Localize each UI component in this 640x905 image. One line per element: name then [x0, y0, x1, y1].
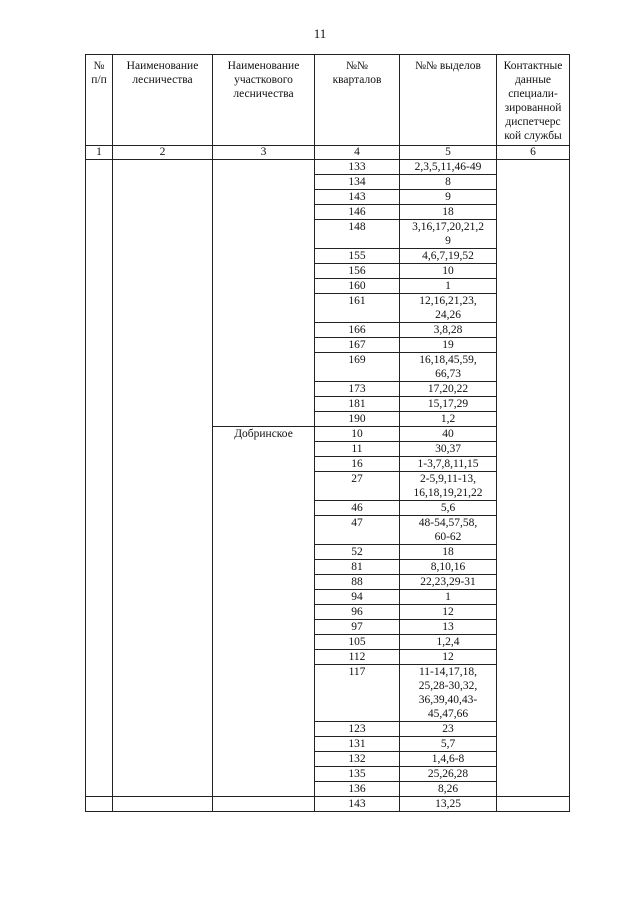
cell-quarter: 169: [315, 353, 400, 382]
cell-plots: 1: [400, 279, 497, 294]
cell-num: [86, 797, 113, 812]
cell-quarter: 105: [315, 635, 400, 650]
cell-district-forestry: Добринское: [213, 427, 315, 797]
cell-quarter: 11: [315, 442, 400, 457]
cell-quarter: 81: [315, 560, 400, 575]
cell-plots: 1,2: [400, 412, 497, 427]
cell-contacts: [497, 797, 570, 812]
forestry-table: [85, 54, 570, 812]
cell-plots: 16,18,45,59, 66,73: [400, 353, 497, 382]
cell-plots: 1-3,7,8,11,15: [400, 457, 497, 472]
cell-quarter: 88: [315, 575, 400, 590]
cell-quarter: 160: [315, 279, 400, 294]
cell-plots: 5,7: [400, 737, 497, 752]
cell-quarter: 52: [315, 545, 400, 560]
cell-quarter: 123: [315, 722, 400, 737]
cell-quarter: 27: [315, 472, 400, 501]
cell-plots: 12: [400, 605, 497, 620]
column-number-row: [86, 146, 570, 160]
cell-plots: 8,10,16: [400, 560, 497, 575]
cell-district-forestry: [213, 160, 315, 427]
cell-plots: 40: [400, 427, 497, 442]
header-district-forestry: Наименование участкового лесничества: [213, 55, 315, 146]
cell-contacts: [497, 160, 570, 797]
cell-quarter: 112: [315, 650, 400, 665]
cell-plots: 2,3,5,11,46-49: [400, 160, 497, 175]
column-number: 2: [113, 146, 213, 160]
cell-plots: 48-54,57,58, 60-62: [400, 516, 497, 545]
cell-plots: 18: [400, 205, 497, 220]
cell-district-forestry: [213, 797, 315, 812]
table-body: [86, 160, 570, 812]
header-contacts: Контактные данные специали- зированной диспетчерс кой службы: [497, 55, 570, 146]
header-quarters: №№ кварталов: [315, 55, 400, 146]
cell-quarter: 46: [315, 501, 400, 516]
cell-plots: 13,25: [400, 797, 497, 812]
cell-quarter: 96: [315, 605, 400, 620]
cell-plots: 23: [400, 722, 497, 737]
cell-plots: 1,4,6-8: [400, 752, 497, 767]
cell-quarter: 117: [315, 665, 400, 722]
header-num: № п/п: [86, 55, 113, 146]
cell-quarter: 136: [315, 782, 400, 797]
cell-plots: 8: [400, 175, 497, 190]
cell-plots: 1: [400, 590, 497, 605]
cell-quarter: 16: [315, 457, 400, 472]
cell-quarter: 156: [315, 264, 400, 279]
cell-plots: 8,26: [400, 782, 497, 797]
cell-plots: 22,23,29-31: [400, 575, 497, 590]
header-plots: №№ выделов: [400, 55, 497, 146]
cell-plots: 17,20,22: [400, 382, 497, 397]
table-row: [86, 160, 570, 175]
cell-quarter: 166: [315, 323, 400, 338]
table-row: [86, 797, 570, 812]
cell-plots: 1,2,4: [400, 635, 497, 650]
cell-plots: 11-14,17,18, 25,28-30,32, 36,39,40,43- 45,47,66: [400, 665, 497, 722]
cell-quarter: 134: [315, 175, 400, 190]
cell-forestry: [113, 160, 213, 797]
cell-quarter: 133: [315, 160, 400, 175]
cell-quarter: 190: [315, 412, 400, 427]
cell-plots: 18: [400, 545, 497, 560]
column-number: 3: [213, 146, 315, 160]
cell-quarter: 47: [315, 516, 400, 545]
cell-quarter: 143: [315, 190, 400, 205]
cell-quarter: 181: [315, 397, 400, 412]
cell-plots: 4,6,7,19,52: [400, 249, 497, 264]
cell-plots: 10: [400, 264, 497, 279]
column-number: 6: [497, 146, 570, 160]
cell-plots: 30,37: [400, 442, 497, 457]
page-number: 11: [313, 26, 327, 41]
cell-plots: 15,17,29: [400, 397, 497, 412]
header-row: [86, 55, 570, 146]
cell-quarter: 155: [315, 249, 400, 264]
cell-plots: 2-5,9,11-13, 16,18,19,21,22: [400, 472, 497, 501]
cell-quarter: 132: [315, 752, 400, 767]
cell-plots: 3,8,28: [400, 323, 497, 338]
cell-forestry: [113, 797, 213, 812]
cell-plots: 12,16,21,23, 24,26: [400, 294, 497, 323]
cell-num: [86, 160, 113, 797]
cell-quarter: 131: [315, 737, 400, 752]
cell-quarter: 10: [315, 427, 400, 442]
header-forestry: Наименование лесничества: [113, 55, 213, 146]
column-number: 1: [86, 146, 113, 160]
cell-plots: 5,6: [400, 501, 497, 516]
cell-quarter: 148: [315, 220, 400, 249]
column-number: 4: [315, 146, 400, 160]
cell-plots: 12: [400, 650, 497, 665]
cell-quarter: 135: [315, 767, 400, 782]
cell-plots: 3,16,17,20,21,2 9: [400, 220, 497, 249]
cell-quarter: 161: [315, 294, 400, 323]
cell-quarter: 94: [315, 590, 400, 605]
cell-quarter: 167: [315, 338, 400, 353]
cell-plots: 13: [400, 620, 497, 635]
cell-quarter: 97: [315, 620, 400, 635]
cell-plots: 25,26,28: [400, 767, 497, 782]
cell-quarter: 143: [315, 797, 400, 812]
cell-plots: 9: [400, 190, 497, 205]
column-number: 5: [400, 146, 497, 160]
cell-plots: 19: [400, 338, 497, 353]
cell-quarter: 146: [315, 205, 400, 220]
cell-quarter: 173: [315, 382, 400, 397]
